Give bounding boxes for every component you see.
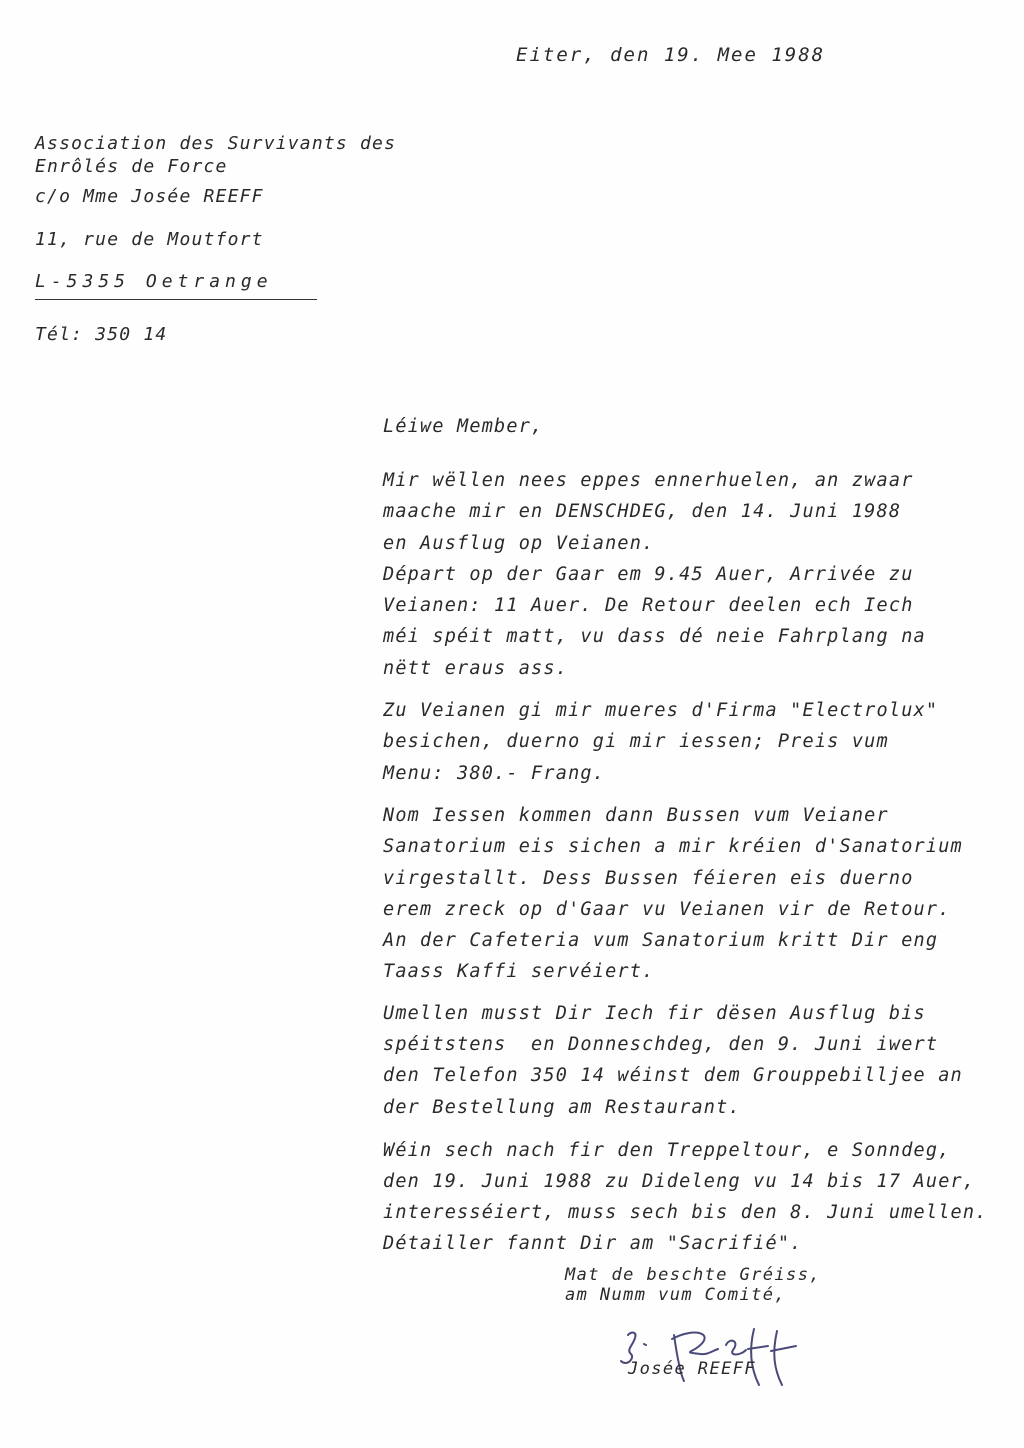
- body-line: nëtt eraus ass.: [383, 658, 569, 679]
- address-line-5: L-5355 Oetrange: [35, 271, 273, 292]
- address-line-3: c/o Mme Josée REEFF: [35, 186, 264, 207]
- body-line: Wéin sech nach fir den Treppeltour, e Sonndeg,: [383, 1140, 951, 1161]
- letter-date: Eiter, den 19. Mee 1988: [516, 44, 826, 66]
- body-line: Zu Veianen gi mir mueres d'Firma "Electrolux": [383, 700, 939, 721]
- body-line: méi spéit matt, vu dass dé neie Fahrplang na: [383, 626, 926, 647]
- body-line: maache mir en DENSCHDEG, den 14. Juni 1988: [383, 501, 902, 522]
- body-line: spéitstens en Donneschdeg, den 9. Juni iwert: [383, 1034, 939, 1055]
- body-line: An der Cafeteria vum Sanatorium kritt Dir eng: [383, 930, 939, 951]
- address-phone: Tél: 350 14: [35, 324, 168, 345]
- address-line-1: Association des Survivants des: [35, 133, 397, 154]
- closing-line-2: am Numm vum Comité,: [565, 1285, 787, 1305]
- body-line: erem zreck op d'Gaar vu Veianen vir de Retour.: [383, 899, 951, 920]
- body-line: besichen, duerno gi mir iessen; Preis vum: [383, 731, 889, 752]
- signature-name: Josée REEFF: [628, 1359, 756, 1379]
- body-line: Détailler fannt Dir am "Sacrifié".: [383, 1233, 803, 1254]
- body-line: Départ op der Gaar em 9.45 Auer, Arrivée zu: [383, 564, 914, 585]
- body-line: der Bestellung am Restaurant.: [383, 1097, 741, 1118]
- address-underline: [35, 299, 317, 300]
- body-line: Sanatorium eis sichen a mir kréien d'Sanatorium: [383, 836, 963, 857]
- body-line: virgestallt. Dess Bussen féieren eis duerno: [383, 868, 914, 889]
- body-line: Nom Iessen kommen dann Bussen vum Veianer: [383, 805, 889, 826]
- address-line-4: 11, rue de Moutfort: [35, 229, 264, 250]
- body-line: interesséiert, muss sech bis den 8. Juni umellen.: [383, 1202, 988, 1223]
- body-line: den Telefon 350 14 wéinst dem Grouppebilljee an: [383, 1065, 963, 1086]
- body-line: den 19. Juni 1988 zu Dideleng vu 14 bis 17 Auer,: [383, 1171, 976, 1192]
- body-line: Umellen musst Dir Iech fir dësen Ausflug bis: [383, 1003, 926, 1024]
- body-line: Mir wëllen nees eppes ennerhuelen, an zwaar: [383, 470, 914, 491]
- address-line-2: Enrôlés de Force: [35, 156, 228, 177]
- closing-line-1: Mat de beschte Gréiss,: [565, 1265, 821, 1285]
- body-line: Taass Kaffi servéiert.: [383, 961, 655, 982]
- body-line: en Ausflug op Veianen.: [383, 533, 655, 554]
- body-line: Menu: 380.- Frang.: [383, 763, 606, 784]
- body-line: Veianen: 11 Auer. De Retour deelen ech Iech: [383, 595, 914, 616]
- salutation: Léiwe Member,: [383, 416, 544, 437]
